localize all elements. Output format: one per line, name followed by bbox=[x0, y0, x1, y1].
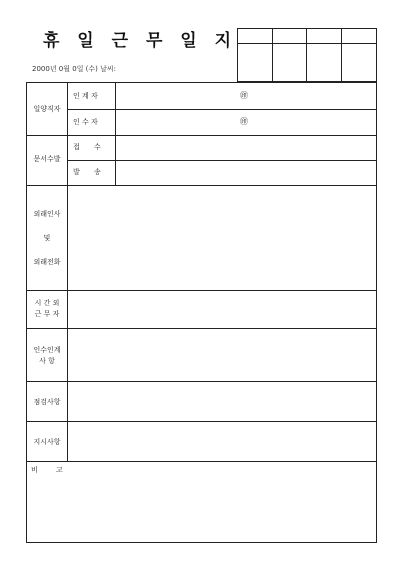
external-visitors-label-2: 및 bbox=[43, 234, 51, 242]
receive-label: 접 수 bbox=[73, 143, 107, 151]
seal-mark-from: ㊞ bbox=[240, 91, 248, 100]
overtime-workers-label-1: 시 간 외 bbox=[34, 299, 60, 307]
duty-staff-label: 일양직자 bbox=[33, 105, 61, 113]
approval-header-cell-2[interactable] bbox=[273, 29, 308, 44]
document-exchange-label: 문서수발 bbox=[33, 155, 61, 163]
form-table bbox=[26, 82, 377, 543]
approval-sign-cell-3[interactable] bbox=[307, 44, 342, 81]
overtime-workers-label-2: 근 무 자 bbox=[34, 310, 60, 318]
instructions-field[interactable] bbox=[68, 422, 376, 460]
row-divider bbox=[27, 461, 377, 462]
approval-sign-cell-1[interactable] bbox=[238, 44, 273, 81]
handover-to-label: 인 수 자 bbox=[73, 118, 98, 126]
overtime-workers-field[interactable] bbox=[68, 291, 376, 327]
approval-header-cell-1[interactable] bbox=[238, 29, 273, 44]
instructions-label: 지시사항 bbox=[33, 438, 61, 446]
handover-from-field[interactable] bbox=[116, 84, 376, 108]
handover-items-label-2: 사 항 bbox=[39, 357, 55, 365]
approval-header-cell-4[interactable] bbox=[342, 29, 377, 44]
handover-items-field[interactable] bbox=[68, 329, 376, 380]
send-field[interactable] bbox=[116, 161, 376, 184]
external-visitors-field[interactable] bbox=[68, 186, 376, 289]
send-label: 발 송 bbox=[73, 168, 107, 176]
inspection-items-label: 점검사항 bbox=[33, 398, 61, 406]
date-weather-line: 2000년 0월 0일 (수) 날씨: bbox=[32, 65, 117, 73]
form-title: 휴 일 근 무 일 지 bbox=[42, 31, 238, 51]
handover-to-field[interactable] bbox=[116, 110, 376, 134]
inspection-items-field[interactable] bbox=[68, 382, 376, 420]
seal-mark-to: ㊞ bbox=[240, 117, 248, 126]
approval-header-cell-3[interactable] bbox=[307, 29, 342, 44]
external-visitors-label-3: 외래전화 bbox=[33, 258, 61, 266]
receive-field[interactable] bbox=[116, 136, 376, 159]
remarks-label: 비 고 bbox=[31, 466, 71, 474]
approval-sign-cell-2[interactable] bbox=[273, 44, 308, 81]
handover-from-label: 인 계 자 bbox=[73, 92, 98, 100]
remarks-field[interactable] bbox=[28, 477, 376, 541]
approval-sign-cell-4[interactable] bbox=[342, 44, 377, 81]
approval-signature-box bbox=[237, 28, 377, 82]
external-visitors-label-1: 외래인사 bbox=[33, 210, 61, 218]
handover-items-label-1: 인수인계 bbox=[33, 346, 61, 354]
